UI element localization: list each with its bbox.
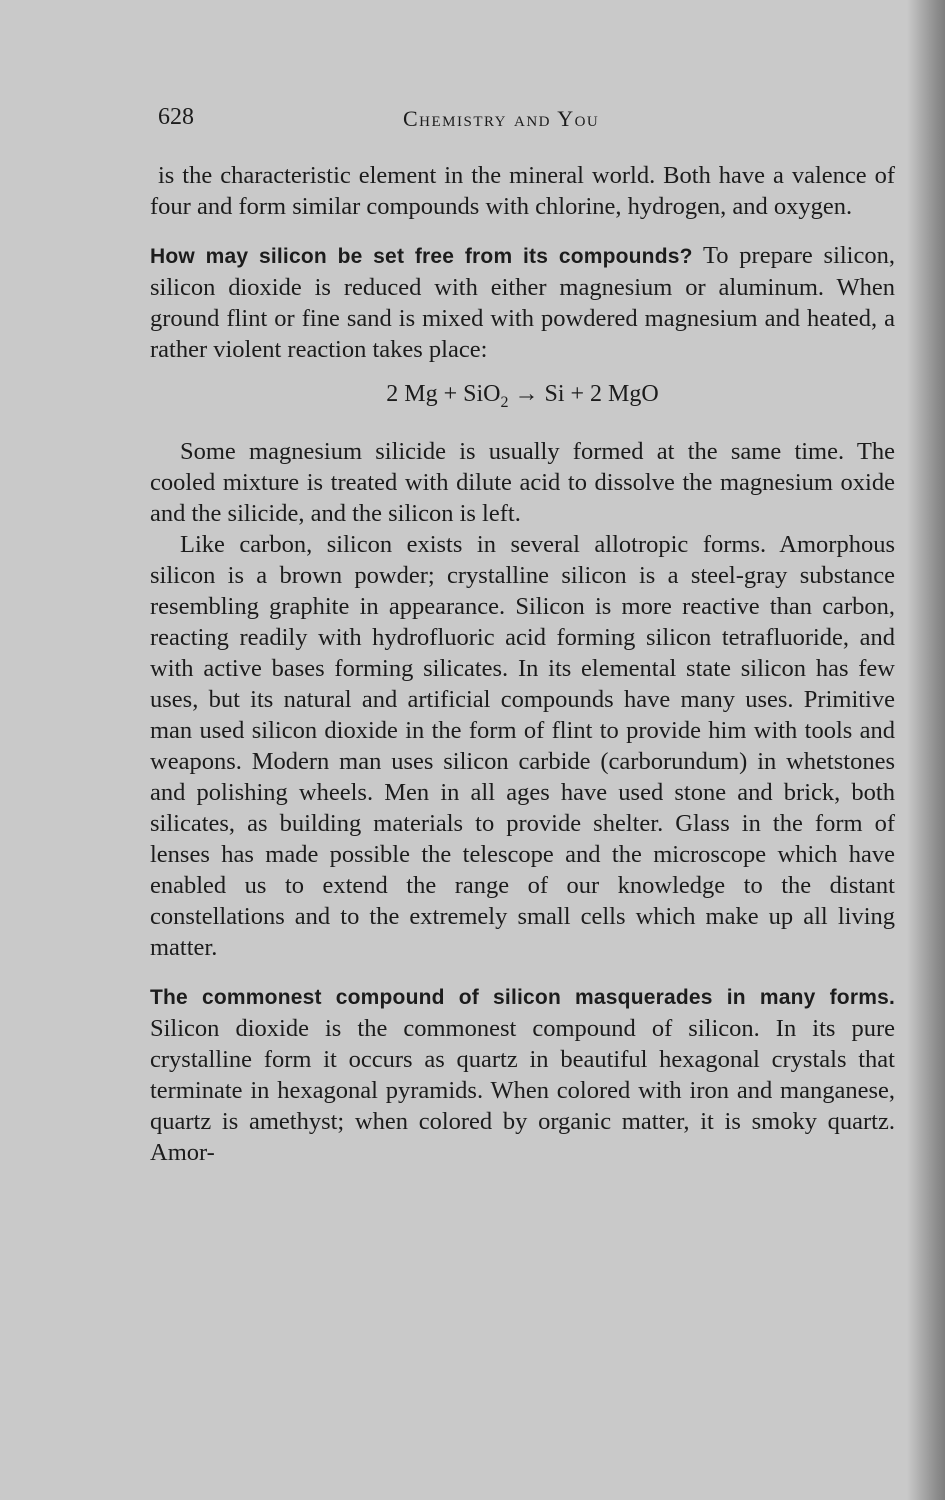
paragraph-text: Silicon dioxide is the commonest compound of silicon. In its pure crystalline form it occurs as quartz in beautiful hexagonal crystals that terminate in hexagonal pyramids. When colored with iron and manganese, quartz is amethyst; when colored by organic matter, it is smoky quartz. Amor-: [150, 1014, 895, 1166]
paragraph-continuation: is the characteristic element in the mineral world. Both have a valence of four and form similar compounds with chlorine, hydrogen, and oxygen.: [150, 162, 895, 220]
running-title: Chemistry and You: [403, 106, 600, 131]
section-heading-commonest-compound: The commonest compound of silicon masquerades in many forms.: [150, 985, 895, 1009]
equation-right: → Si + 2 MgO: [508, 381, 659, 407]
page-edge-shadow: [907, 0, 945, 1500]
paragraph-allotropic-forms: Like carbon, silicon exists in several allotropic forms. Amorphous silicon is a brown powder; crystalline silicon is a steel-gray substance resembling graphite in appearance. Silicon is more reactive than carbon, reacting readily with hydrofluoric acid forming silicon tetrafluoride, and with active bases forming silicates. In its elemental state silicon has few uses, but its natural and artificial compounds have many uses. Primitive man used silicon dioxide in the form of flint to provide him with tools and weapons. Modern man uses silicon carbide (carborundum) in whetstones and polishing wheels. Men in all ages have used stone and brick, both silicates, as building materials to provide shelter. Glass in the form of lenses has made possible the telescope and the microscope which have enabled us to extend the range of our knowledge to the distant constellations and to the extremely small cells which make up all living matter.: [150, 530, 895, 961]
paragraph-silicon-preparation: [150, 240, 895, 365]
page-number: 628: [158, 104, 194, 130]
paragraph-silicon-dioxide: [150, 981, 895, 1168]
page-header: [158, 104, 878, 134]
equation-left: 2 Mg + SiO: [386, 381, 501, 407]
section-heading-silicon-free: How may silicon be set free from its compounds?: [150, 245, 693, 268]
paragraph-text: To prepare silicon, silicon dioxide is reduced with either magnesium or aluminum. When ground flint or fine sand is mixed with powdered magnesium and heated, a rather violent reaction takes place:: [150, 242, 895, 363]
body-text: [150, 160, 895, 1168]
chemical-equation: [150, 379, 895, 418]
paragraph-magnesium-silicide: Some magnesium silicide is usually formed at the same time. The cooled mixture is treated with dilute acid to dissolve the magnesium oxide and the silicide, and the silicon is left.: [150, 437, 895, 527]
equation-subscript: 2: [500, 393, 509, 411]
